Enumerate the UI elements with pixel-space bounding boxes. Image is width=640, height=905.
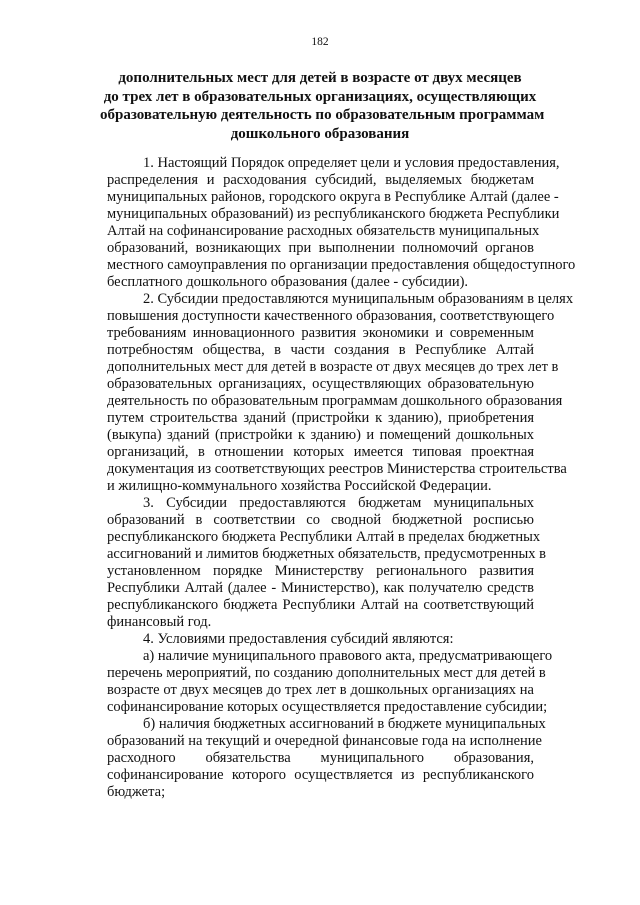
paragraph-line: бесплатного дошкольного образования (далее - субсидии). [107,274,469,290]
paragraph-line: образовательных организациях, осуществляющих образовательную [107,376,534,392]
paragraph-line: требованиям инновационного развития экономики и современным [107,325,534,341]
paragraph-line: документация из соответствующих реестров Министерства строительства [107,461,567,477]
page-number: 182 [311,36,329,48]
paragraph-line: 2. Субсидии предоставляются муниципальным образованиям в целях [143,291,574,307]
heading-line: дошкольного образования [230,125,410,142]
paragraph [107,155,576,291]
paragraph-line: образований на текущий и очередной финансовые года на исполнение [107,733,542,749]
paragraph-line: муниципальных районов, городского округа в Республике Алтай (далее - [107,189,559,205]
paragraph [107,648,553,716]
paragraph-line: 1. Настоящий Порядок определяет цели и условия предоставления, [143,155,560,171]
paragraph-line: установленном порядке Министерству регионального развития [107,563,534,579]
paragraph [107,495,546,631]
paragraph-line: Алтай на софинансирование расходных обязательств муниципальных [107,223,540,239]
paragraph-line: образований в соответствии со сводной бюджетной росписью [107,512,534,528]
paragraph-line: образований, возникающих при выполнении полномочий органов [107,240,534,256]
document-body [107,155,576,801]
paragraph-line: деятельность по образовательным программам дошкольного образования [107,393,563,409]
heading-line: до трех лет в образовательных организациях, осуществляющих [103,88,537,105]
paragraph-line: расходного обязательства муниципального образования, [107,750,534,766]
paragraph-line: 3. Субсидии предоставляются бюджетам муниципальных [143,495,534,511]
paragraph-line: ассигнований и лимитов бюджетных обязательств, предусмотренных в [107,546,546,562]
paragraph-line: а) наличие муниципального правового акта, предусматривающего [143,648,553,664]
paragraph-line: финансовый год. [107,614,212,630]
paragraph-line: распределения и расходования субсидий, выделяемых бюджетам [107,172,534,188]
paragraph-line: дополнительных мест для детей в возрасте от двух месяцев до трех лет в [107,359,559,375]
paragraph-line: организаций, в отношении которых имеется типовая проектная [107,444,534,460]
paragraph-line: муниципальных образований) из республиканского бюджета Республики [107,206,560,222]
paragraph [107,291,574,495]
paragraph-line: Республики Алтай (далее - Министерство), как получателю средств [107,580,534,596]
paragraph-line: возрасте от двух месяцев до трех лет в дошкольных организациях на [107,682,534,698]
paragraph [107,631,534,648]
paragraph-line: софинансирование которых осуществляется предоставление субсидии; [107,699,548,715]
paragraph-line: бюджета; [107,784,166,800]
paragraph [107,716,546,801]
paragraph-line: б) наличия бюджетных ассигнований в бюджете муниципальных [143,716,546,732]
paragraph-line: и жилищно-коммунального хозяйства Российской Федерации. [107,478,492,494]
paragraph-line: потребностям общества, в части создания в Республике Алтай [107,342,534,358]
paragraph-line: повышения доступности качественного образования, соответствующего [107,308,555,324]
paragraph-line: республиканского бюджета Республики Алтай на соответствующий [107,597,534,613]
paragraph-line: местного самоуправления по организации предоставления общедоступного [107,257,576,273]
paragraph-line: республиканского бюджета Республики Алтай в пределах бюджетных [107,529,541,545]
paragraph-line: (выкупа) зданий (пристройки к зданию) и помещений дошкольных [107,427,534,443]
paragraph-line: перечень мероприятий, по созданию дополнительных мест для детей в [107,665,546,681]
paragraph-line: софинансирование которого осуществляется из республиканского [107,767,534,783]
heading-line: дополнительных мест для детей в возрасте от двух месяцев [118,70,522,86]
document-heading [100,69,545,143]
paragraph-line: путем строительства зданий (пристройки к зданию), приобретения [107,410,534,426]
heading-line: образовательную деятельность по образовательным программам [100,107,545,123]
paragraph-line: 4. Условиями предоставления субсидий являются: [143,631,454,647]
